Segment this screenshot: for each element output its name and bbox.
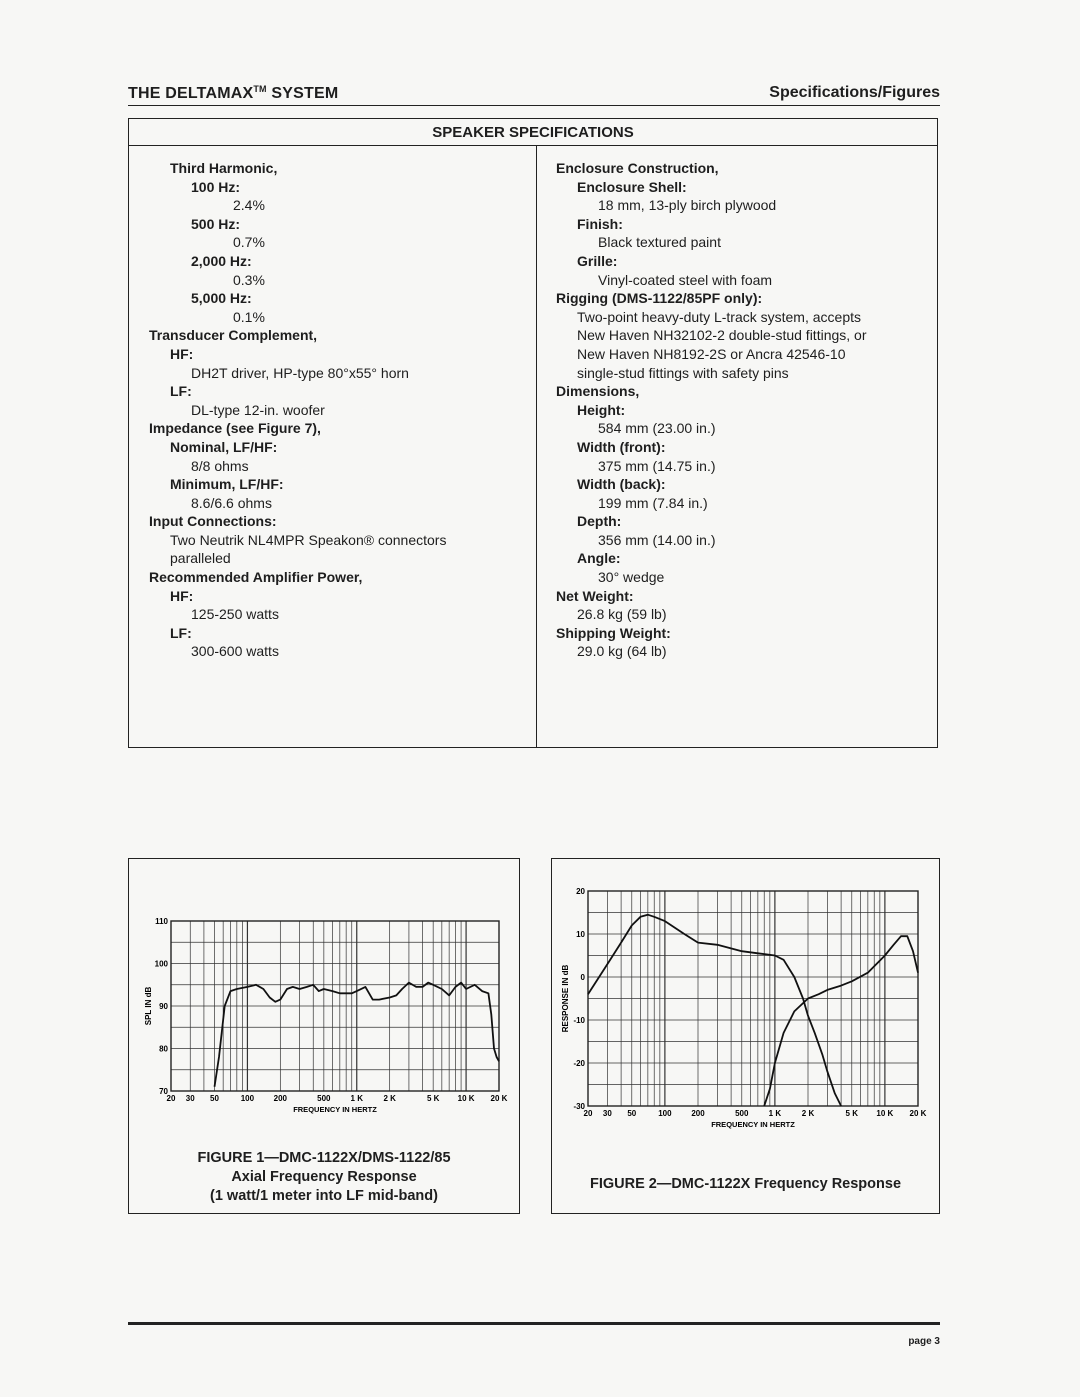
figure-2-caption-line: FIGURE 2—DMC-1122X Frequency Response — [589, 1176, 902, 1192]
spec-line: Input Connections: — [149, 513, 277, 530]
spec-line: 199 mm (7.84 in.) — [598, 494, 708, 511]
x-tick-label: 5 K — [426, 1094, 440, 1103]
y-tick-label: 110 — [155, 917, 168, 926]
x-tick-label: 500 — [317, 1094, 331, 1103]
spec-line: 300-600 watts — [191, 643, 279, 660]
y-tick-label: 100 — [154, 959, 168, 969]
figure-2 — [551, 858, 940, 1214]
y-tick-label: 10 — [576, 930, 585, 939]
spec-line: New Haven NH32102-2 double-stud fittings, or — [577, 327, 867, 344]
x-tick-label: 20 — [166, 1094, 176, 1103]
spec-line: 584 mm (23.00 in.) — [598, 420, 716, 437]
spec-line: Dimensions, — [556, 383, 640, 400]
y-tick-label: -10 — [573, 1016, 585, 1025]
spec-line: Minimum, LF/HF: — [170, 476, 284, 493]
x-tick-label: 10 K — [876, 1109, 894, 1118]
x-axis-label: FREQUENCY IN HERTZ — [293, 1105, 377, 1114]
spec-line: 125-250 watts — [191, 606, 279, 623]
spec-line: 2,000 Hz: — [191, 252, 252, 269]
spec-line: Shipping Weight: — [556, 624, 671, 641]
spec-line: HF: — [170, 587, 194, 604]
spec-line: 2.4% — [233, 197, 265, 214]
spec-line: Two-point heavy-duty L-track system, accepts — [577, 308, 861, 325]
spec-line: Enclosure Construction, — [556, 160, 719, 176]
spec-line: Net Weight: — [556, 587, 634, 604]
spec-line: 8.6/6.6 ohms — [191, 494, 272, 511]
spec-line: 26.8 kg (59 lb) — [577, 606, 667, 623]
spec-line: Height: — [577, 401, 626, 418]
x-tick-label: 20 K — [490, 1094, 508, 1103]
figure-1-caption-line: (1 watt/1 meter into LF mid-band) — [210, 1188, 438, 1204]
section-title: Specifications/Figures — [769, 84, 940, 101]
spec-line: LF: — [170, 383, 192, 400]
header-rule — [128, 105, 940, 106]
specs-right-column — [556, 159, 936, 661]
x-tick-label: 100 — [240, 1094, 255, 1103]
x-tick-label: 50 — [210, 1094, 219, 1103]
x-tick-label: 200 — [691, 1109, 705, 1118]
y-tick-label: 90 — [159, 1002, 168, 1011]
figure-2-caption — [552, 1175, 939, 1194]
spec-line: 375 mm (14.75 in.) — [598, 457, 716, 474]
x-tick-label: 5 K — [845, 1109, 858, 1118]
page-number: page 3 — [908, 1336, 940, 1347]
footer-rule — [128, 1322, 940, 1325]
spec-line: Angle: — [577, 550, 621, 567]
y-tick-label: 70 — [159, 1087, 168, 1096]
y-tick-label: 80 — [159, 1044, 168, 1054]
x-axis-label: FREQUENCY IN HERTZ — [711, 1120, 795, 1129]
spec-line: Recommended Amplifier Power, — [149, 569, 363, 586]
series-line — [588, 915, 841, 1106]
spec-line: 356 mm (14.00 in.) — [598, 531, 716, 548]
specifications-title: SPEAKER SPECIFICATIONS — [129, 119, 937, 146]
spec-line: 0.1% — [233, 308, 265, 325]
spec-line: Depth: — [577, 513, 622, 530]
spec-line: 18 mm, 13-ply birch plywood — [598, 197, 777, 214]
spec-line: Grille: — [577, 252, 618, 269]
spec-line: 100 Hz: — [191, 178, 241, 195]
x-tick-label: 10 K — [457, 1094, 475, 1103]
spec-line: Nominal, LF/HF: — [170, 438, 278, 455]
spec-line: Width (front): — [577, 438, 666, 455]
spec-line: paralleled — [170, 550, 231, 567]
y-tick-label: -30 — [573, 1102, 585, 1111]
y-axis-label: RESPONSE IN dB — [561, 964, 570, 1033]
x-tick-label: 500 — [735, 1109, 749, 1118]
x-tick-label: 1 K — [350, 1094, 363, 1103]
spec-line: single-stud fittings with safety pins — [577, 364, 789, 381]
spec-line: Finish: — [577, 215, 623, 232]
x-tick-label: 2 K — [801, 1109, 815, 1118]
x-tick-label: 30 — [185, 1094, 195, 1103]
spec-line: Black textured paint — [598, 234, 721, 251]
speaker-specifications-table — [128, 118, 938, 748]
document-title: THE DELTAMAX™ SYSTEM — [128, 84, 339, 102]
spec-line: Enclosure Shell: — [577, 178, 687, 195]
figure-1 — [128, 858, 520, 1214]
spec-line: 0.3% — [233, 271, 265, 288]
spec-line: DL-type 12-in. woofer — [191, 401, 325, 418]
spec-line: Width (back): — [577, 476, 666, 493]
spec-line: 30° wedge — [598, 569, 665, 586]
x-tick-label: 1 K — [768, 1109, 782, 1118]
x-tick-label: 20 K — [909, 1109, 927, 1118]
spec-line: 0.7% — [233, 234, 265, 251]
x-tick-label: 200 — [273, 1094, 288, 1103]
spec-line: Impedance (see Figure 7), — [149, 420, 321, 437]
x-tick-label: 2 K — [383, 1094, 396, 1103]
x-tick-label: 20 — [583, 1109, 593, 1118]
x-tick-label: 50 — [627, 1109, 637, 1118]
specs-left-column — [149, 159, 529, 661]
y-tick-label: -20 — [573, 1059, 585, 1068]
y-tick-label: 0 — [580, 973, 585, 982]
spec-line: Third Harmonic, — [170, 160, 278, 176]
y-tick-label: 20 — [576, 887, 585, 896]
spec-line: 29.0 kg (64 lb) — [577, 643, 667, 660]
spec-line: Transducer Complement, — [149, 327, 318, 344]
figure-1-caption — [129, 1149, 519, 1206]
spec-line: LF: — [170, 624, 192, 641]
spec-line: 5,000 Hz: — [191, 290, 252, 307]
x-tick-label: 100 — [658, 1109, 672, 1118]
x-tick-label: 30 — [602, 1109, 612, 1118]
spec-line: Rigging (DMS-1122/85PF only): — [556, 290, 763, 307]
spec-line: Two Neutrik NL4MPR Speakon® connectors — [170, 531, 447, 548]
spec-line: 8/8 ohms — [191, 457, 249, 474]
spec-line: DH2T driver, HP-type 80°x55° horn — [191, 364, 409, 381]
spec-line: Vinyl-coated steel with foam — [598, 271, 773, 288]
y-axis-label: SPL IN dB — [144, 986, 153, 1026]
column-divider — [536, 145, 537, 747]
spec-line: New Haven NH8192-2S or Ancra 42546-10 — [577, 345, 846, 362]
spec-line: HF: — [170, 345, 194, 362]
spec-line: 500 Hz: — [191, 215, 241, 232]
figure-1-caption-line: Axial Frequency Response — [231, 1169, 417, 1185]
figure-1-caption-line: FIGURE 1—DMC-1122X/DMS-1122/85 — [197, 1150, 451, 1166]
figure-2-chart — [552, 859, 939, 1213]
